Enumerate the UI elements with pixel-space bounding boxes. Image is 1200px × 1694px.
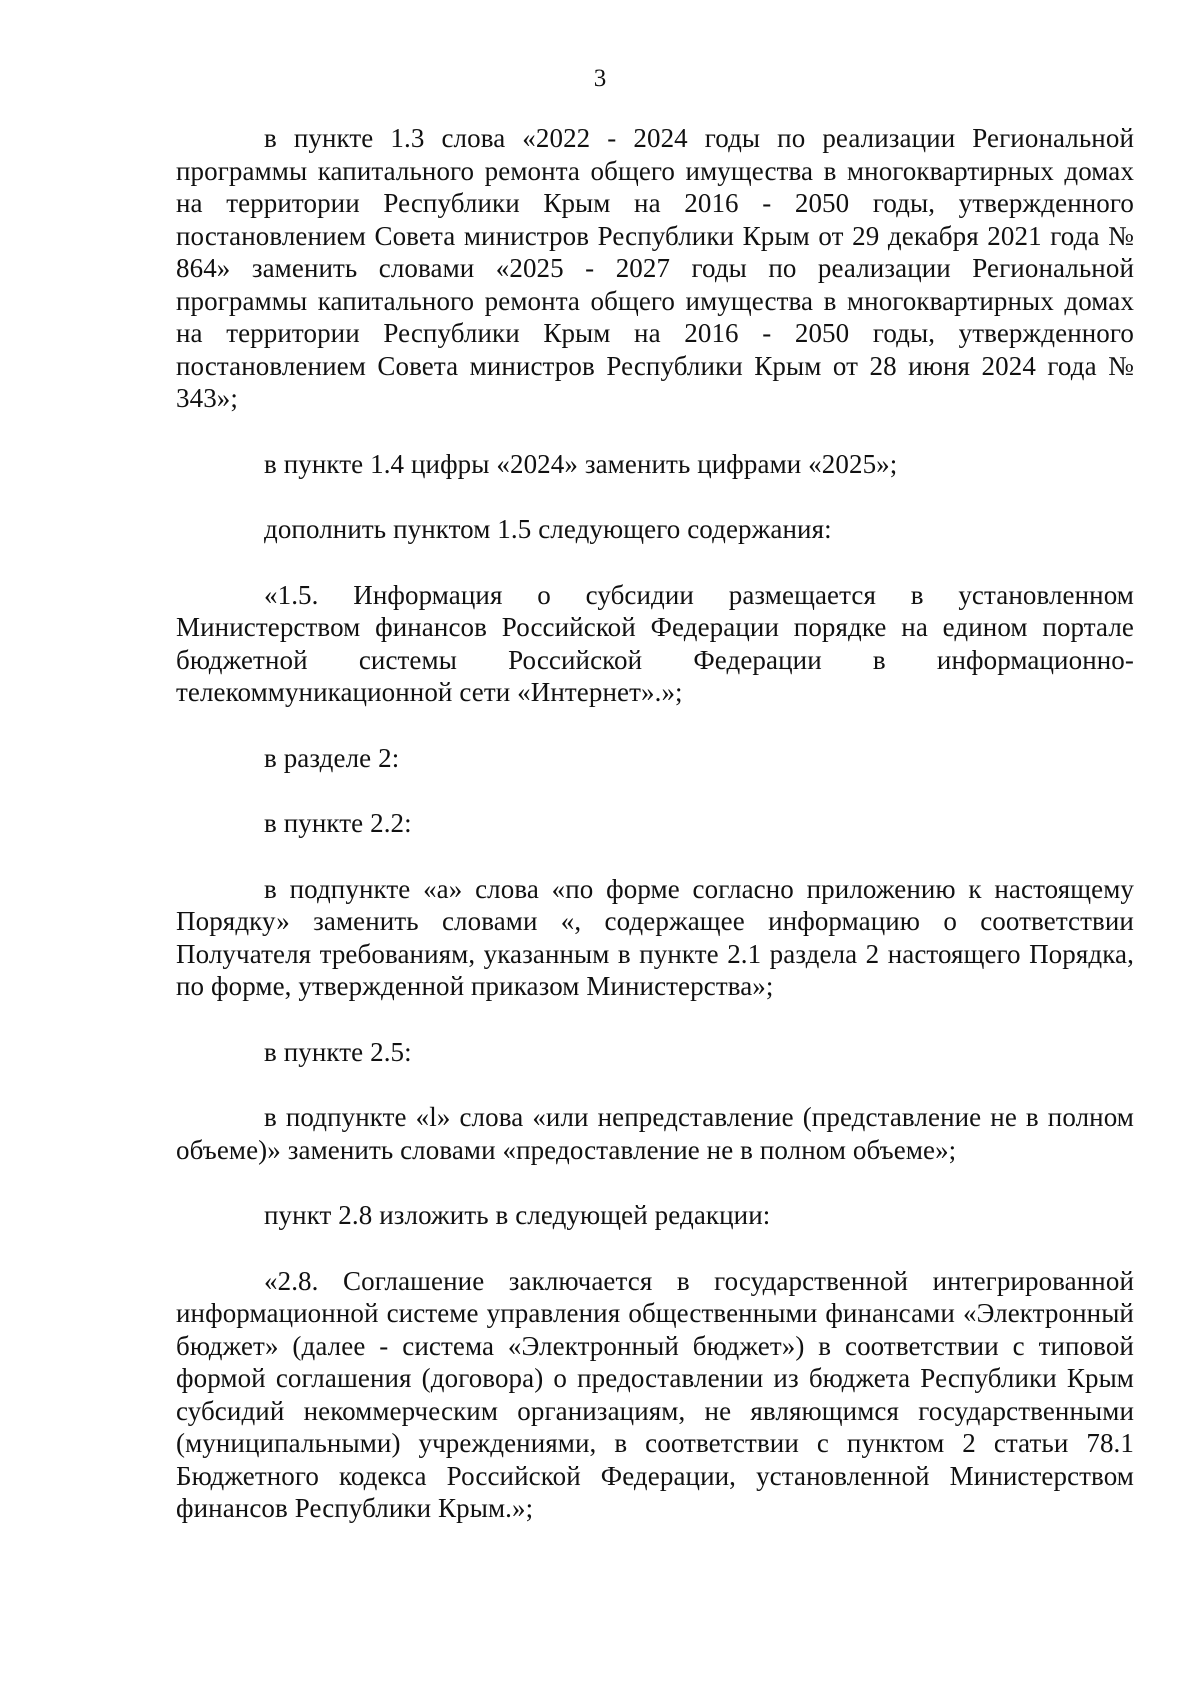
paragraph-2-8-text: «2.8. Соглашение заключается в государственной интегрированной информационной системе управления общественными финансами «Электронный бюджет» (далее - система «Электронный бюджет») в соответствии с типовой формой соглашения (договора) о предоставлении из бюджета Республики Крым субсидий некоммерческим организациям, не являющимся государственными (муниципальными) учреждениями, в соответствии с пунктом 2 статьи 78.1 Бюджетного кодекса Российской Федерации, установленной Министерством финансов Республики Крым.»; bbox=[176, 1265, 1134, 1523]
paragraph-2-2-a-amendment: в подпункте «а» слова «по форме согласно приложению к настоящему Порядку» заменить словами «, содержащее информацию о соответствии Получателя требованиям, указанным в пункте 2.1 раздела 2 настоящего Порядка, по форме, утвержденной приказом Министерства»; bbox=[176, 873, 1134, 1001]
paragraph-add-1-5: дополнить пунктом 1.5 следующего содержания: bbox=[264, 514, 832, 544]
paragraph-point-2-2: в пункте 2.2: bbox=[264, 808, 412, 838]
paragraph-section-2: в разделе 2: bbox=[264, 742, 400, 773]
document-body bbox=[176, 122, 1134, 1525]
page-number: 3 bbox=[593, 65, 607, 92]
paragraph-point-2-5: в пункте 2.5: bbox=[264, 1036, 412, 1067]
paragraph-1-4-amendment: в пункте 1.4 цифры «2024» заменить цифрами «2025»; bbox=[264, 448, 898, 479]
paragraph-2-8-intro: пункт 2.8 изложить в следующей редакции: bbox=[264, 1200, 771, 1230]
paragraph-1-5-text: «1.5. Информация о субсидии размещается в установленном Министерством финансов Российской Федерации порядке на едином портале бюджетной системы Российской Федерации в информационно-телекоммуникационной сети «Интернет».»; bbox=[176, 579, 1134, 707]
paragraph-2-5-l-amendment: в подпункте «l» слова «или непредставление (представление не в полном объеме)» заменить словами «предоставление не в полном объеме»; bbox=[176, 1102, 1134, 1165]
paragraph-1-3-amendment: в пункте 1.3 слова «2022 - 2024 годы по реализации Региональной программы капитального ремонта общего имущества в многоквартирных домах на территории Республики Крым на 2016 - 2050 годы, утвержденного постановлением Совета министров Республики Крым от 29 декабря 2021 года № 864» заменить словами «2025 - 2027 годы по реализации Региональной программы капитального ремонта общего имущества в многоквартирных домах на территории Республики Крым на 2016 - 2050 годы, утвержденного постановлением Совета министров Республики Крым от 28 июня 2024 года № 343»; bbox=[176, 123, 1134, 413]
